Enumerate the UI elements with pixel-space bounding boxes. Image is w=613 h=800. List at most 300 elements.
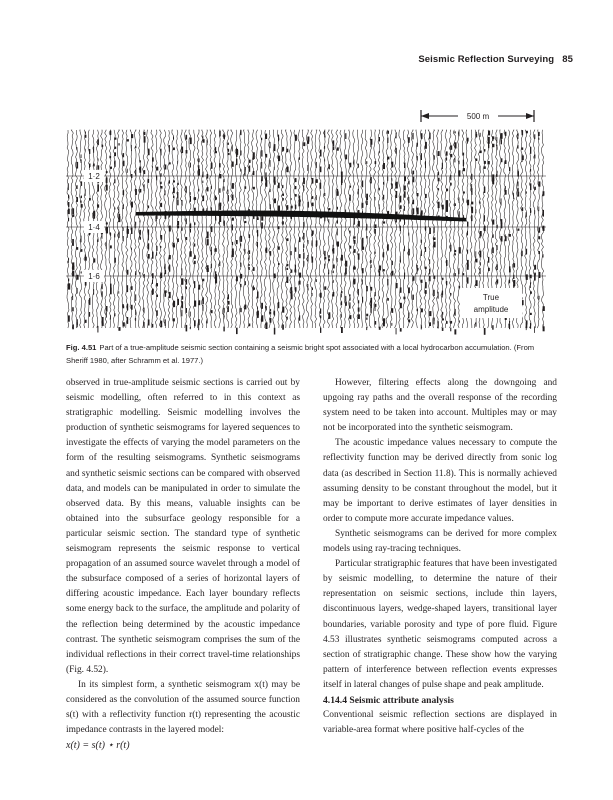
trace-fill xyxy=(459,170,461,176)
trace-fill xyxy=(480,262,481,265)
trace-fill xyxy=(240,284,241,287)
trace-fill xyxy=(484,328,486,335)
trace-fill xyxy=(76,247,78,250)
trace-fill xyxy=(228,295,229,297)
bright-spot-segment xyxy=(154,212,156,216)
trace-fill xyxy=(488,161,490,164)
trace-fill xyxy=(165,190,166,195)
trace-fill xyxy=(194,261,196,264)
trace-fill xyxy=(534,210,535,214)
trace-fill xyxy=(228,195,229,201)
trace-fill xyxy=(219,262,220,267)
trace-fill xyxy=(530,169,531,172)
trace-fill xyxy=(505,132,507,136)
trace-fill xyxy=(295,269,297,272)
trace-fill xyxy=(391,271,392,276)
trace-fill xyxy=(513,280,515,286)
bright-spot-segment xyxy=(312,211,314,217)
trace-fill xyxy=(496,225,497,228)
trace-fill xyxy=(131,203,133,208)
bright-spot-segment xyxy=(334,212,336,218)
trace-fill xyxy=(333,265,335,269)
bright-spot-segment xyxy=(362,213,364,219)
trace-fill xyxy=(459,161,460,165)
trace-fill xyxy=(362,247,364,250)
trace-fill xyxy=(139,189,141,193)
bright-spot-segment xyxy=(208,211,210,216)
trace-fill xyxy=(291,270,293,273)
trace-fill xyxy=(299,237,301,242)
trace-fill xyxy=(316,162,317,168)
trace-fill xyxy=(249,234,251,238)
trace-fill xyxy=(417,143,418,145)
trace-fill xyxy=(333,271,334,274)
trace-fill xyxy=(236,328,238,334)
trace-fill xyxy=(366,194,368,201)
trace-fill xyxy=(236,240,238,243)
trace-fill xyxy=(295,205,297,209)
bright-spot-segment xyxy=(410,215,412,220)
bright-spot-segment xyxy=(218,211,220,216)
trace-fill xyxy=(337,242,339,247)
trace-fill xyxy=(72,239,74,246)
trace-fill xyxy=(236,277,238,282)
trace-fill xyxy=(454,131,455,133)
trace-fill xyxy=(261,138,262,140)
trace-fill xyxy=(102,317,104,323)
trace-fill xyxy=(232,145,233,151)
trace-fill xyxy=(165,264,166,271)
trace-fill xyxy=(240,151,241,156)
trace-fill xyxy=(370,139,372,145)
bright-spot-segment xyxy=(352,212,354,218)
trace-fill xyxy=(333,146,335,150)
trace-fill xyxy=(114,161,115,167)
trace-fill xyxy=(412,212,413,215)
trace-fill xyxy=(139,220,140,222)
trace-fill xyxy=(211,186,212,189)
trace-fill xyxy=(152,252,154,259)
trace-fill xyxy=(383,269,385,271)
trace-fill xyxy=(375,307,376,311)
trace-fill xyxy=(186,237,188,240)
trace-fill xyxy=(312,196,314,199)
trace-fill xyxy=(135,146,136,148)
trace-fill xyxy=(202,297,204,304)
bright-spot-segment xyxy=(228,211,230,216)
trace-fill xyxy=(312,231,314,235)
seismic-trace xyxy=(458,130,460,328)
trace-fill xyxy=(475,280,477,286)
trace-fill xyxy=(404,176,406,181)
trace-fill xyxy=(270,318,272,323)
trace-fill xyxy=(173,188,175,194)
trace-fill xyxy=(249,324,251,327)
trace-fill xyxy=(496,145,497,151)
trace-fill xyxy=(320,309,321,314)
trace-fill xyxy=(341,183,342,185)
trace-fill xyxy=(228,306,229,312)
trace-fill xyxy=(463,153,464,156)
trace-fill xyxy=(244,305,246,310)
trace-fill xyxy=(110,245,112,248)
trace-fill xyxy=(181,200,182,206)
trace-fill xyxy=(337,189,338,196)
trace-fill xyxy=(492,137,494,140)
trace-fill xyxy=(543,306,545,311)
trace-fill xyxy=(274,199,276,204)
trace-fill xyxy=(391,323,392,326)
trace-fill xyxy=(442,315,443,319)
trace-fill xyxy=(127,139,129,141)
bright-spot-segment xyxy=(176,211,178,215)
trace-fill xyxy=(270,189,271,192)
trace-fill xyxy=(249,264,250,266)
trace-fill xyxy=(429,228,431,234)
bright-spot-segment xyxy=(398,214,400,219)
trace-fill xyxy=(337,207,338,210)
trace-fill xyxy=(223,308,224,313)
figure-caption xyxy=(66,341,556,367)
trace-fill xyxy=(144,184,145,191)
seismic-trace xyxy=(159,130,161,328)
trace-fill xyxy=(362,297,363,303)
bright-spot-segment xyxy=(188,211,190,216)
trace-fill xyxy=(211,250,212,255)
trace-fill xyxy=(387,298,389,301)
trace-fill xyxy=(496,245,497,250)
bright-spot-segment xyxy=(142,212,144,216)
trace-fill xyxy=(232,218,234,221)
trace-fill xyxy=(173,196,174,198)
trace-fill xyxy=(181,278,183,285)
trace-fill xyxy=(538,228,540,233)
trace-fill xyxy=(257,292,259,299)
trace-fill xyxy=(345,296,346,301)
bright-spot-segment xyxy=(346,212,348,218)
trace-fill xyxy=(505,236,507,241)
bright-spot-segment xyxy=(342,212,344,218)
trace-fill xyxy=(328,315,330,319)
trace-fill xyxy=(127,169,128,173)
trace-fill xyxy=(135,189,137,195)
trace-fill xyxy=(81,236,82,243)
trace-fill xyxy=(341,314,342,318)
trace-fill xyxy=(459,247,461,253)
bright-spot-segment xyxy=(340,212,342,218)
trace-fill xyxy=(249,166,251,172)
trace-fill xyxy=(375,304,377,307)
trace-fill xyxy=(421,280,423,283)
trace-fill xyxy=(341,255,343,261)
trace-fill xyxy=(190,327,191,329)
trace-fill xyxy=(345,302,347,306)
bright-spot-segment xyxy=(204,211,206,216)
bright-spot-segment xyxy=(426,216,428,220)
trace-fill xyxy=(442,205,444,210)
trace-fill xyxy=(446,260,448,266)
bright-spot-segment xyxy=(420,216,422,221)
trace-fill xyxy=(400,303,402,308)
trace-fill xyxy=(375,229,376,234)
trace-fill xyxy=(114,234,115,238)
trace-fill xyxy=(366,201,368,205)
bright-spot-segment xyxy=(412,215,414,220)
trace-fill xyxy=(501,140,502,144)
trace-fill xyxy=(370,287,372,291)
trace-fill xyxy=(207,232,209,239)
trace-fill xyxy=(375,161,377,164)
trace-fill xyxy=(173,180,175,182)
trace-fill xyxy=(425,161,426,168)
trace-fill xyxy=(240,263,241,267)
bright-spot-segment xyxy=(370,213,372,219)
trace-fill xyxy=(135,318,136,321)
trace-fill xyxy=(324,193,325,196)
bright-spot-segment xyxy=(304,211,306,217)
bright-spot-segment xyxy=(432,216,434,220)
trace-fill xyxy=(404,247,405,252)
trace-fill xyxy=(270,251,272,256)
trace-fill xyxy=(265,134,267,139)
trace-fill xyxy=(81,204,83,208)
trace-fill xyxy=(480,251,482,258)
trace-fill xyxy=(282,307,284,313)
trace-fill xyxy=(370,265,371,268)
trace-fill xyxy=(303,178,305,185)
trace-fill xyxy=(400,196,402,203)
trace-fill xyxy=(299,273,301,278)
trace-fill xyxy=(76,147,77,150)
trace-fill xyxy=(463,198,464,201)
trace-fill xyxy=(383,318,385,323)
seismic-trace xyxy=(138,130,140,328)
trace-fill xyxy=(417,156,418,161)
trace-fill xyxy=(228,190,229,195)
trace-fill xyxy=(366,314,368,317)
trace-fill xyxy=(408,197,409,204)
trace-fill xyxy=(139,237,141,240)
trace-fill xyxy=(303,185,304,191)
time-axis xyxy=(66,170,546,282)
trace-fill xyxy=(509,266,510,272)
trace-fill xyxy=(139,167,141,173)
trace-fill xyxy=(538,132,539,136)
trace-fill xyxy=(341,327,343,333)
trace-fill xyxy=(438,292,439,299)
trace-fill xyxy=(358,164,359,168)
trace-fill xyxy=(118,207,119,214)
trace-fill xyxy=(81,271,82,273)
trace-fill xyxy=(459,286,461,289)
bright-spot-segment xyxy=(224,211,226,216)
bright-spot-segment xyxy=(462,218,464,222)
trace-fill xyxy=(412,276,414,280)
trace-fill xyxy=(433,318,434,321)
trace-fill xyxy=(337,229,338,235)
trace-fill xyxy=(429,133,430,140)
trace-fill xyxy=(156,295,158,297)
trace-fill xyxy=(475,159,477,162)
trace-fill xyxy=(454,142,456,148)
trace-fill xyxy=(198,285,200,290)
trace-fill xyxy=(320,328,321,333)
trace-fill xyxy=(534,265,536,270)
trace-fill xyxy=(282,194,284,196)
trace-fill xyxy=(517,145,518,149)
page-number: 85 xyxy=(562,54,573,65)
time-label-1-2: 1·2 xyxy=(88,172,100,181)
trace-fill xyxy=(480,151,482,154)
trace-fill xyxy=(198,169,200,175)
trace-fill xyxy=(228,301,230,305)
bright-spot-segment xyxy=(162,212,164,216)
trace-fill xyxy=(316,179,318,183)
trace-fill xyxy=(219,163,220,167)
trace-fill xyxy=(349,294,350,296)
trace-fill xyxy=(530,323,531,329)
annotation-line-1: True xyxy=(482,293,500,302)
seismic-trace xyxy=(164,130,166,328)
trace-fill xyxy=(291,291,293,297)
trace-fill xyxy=(438,178,440,182)
bright-spot-segment xyxy=(256,211,258,217)
trace-fill xyxy=(160,186,162,189)
trace-fill xyxy=(404,191,406,197)
trace-fill xyxy=(295,247,297,251)
trace-fill xyxy=(173,301,175,307)
trace-fill xyxy=(118,291,119,293)
trace-fill xyxy=(496,264,497,270)
trace-fill xyxy=(295,287,297,291)
bright-spot-segment xyxy=(376,213,378,218)
bright-spot-segment xyxy=(354,213,356,219)
trace-fill xyxy=(337,220,338,223)
trace-fill xyxy=(354,236,356,238)
trace-fill xyxy=(93,213,95,219)
trace-fill xyxy=(244,281,246,285)
trace-fill xyxy=(232,249,234,256)
trace-fill xyxy=(76,185,77,189)
trace-fill xyxy=(110,315,111,319)
trace-fill xyxy=(425,290,427,294)
trace-fill xyxy=(85,135,87,138)
bright-spot-segment xyxy=(324,212,326,218)
trace-fill xyxy=(354,249,356,253)
trace-fill xyxy=(492,144,494,147)
trace-fill xyxy=(160,321,162,327)
seismic-trace xyxy=(147,130,149,328)
trace-fill xyxy=(312,288,313,291)
trace-fill xyxy=(223,136,225,139)
trace-fill xyxy=(379,296,380,299)
trace-fill xyxy=(223,221,225,226)
trace-fill xyxy=(148,320,150,326)
trace-fill xyxy=(538,236,540,239)
bright-spot-segment xyxy=(404,215,406,220)
trace-fill xyxy=(454,250,456,252)
bright-spot-segment xyxy=(262,211,264,217)
seismic-trace xyxy=(302,130,304,328)
trace-fill xyxy=(433,293,434,295)
bright-spot-segment xyxy=(136,212,138,216)
trace-fill xyxy=(412,295,414,300)
trace-fill xyxy=(261,150,262,156)
bright-spot-segment xyxy=(288,211,290,217)
seismic-trace xyxy=(285,130,287,328)
trace-fill xyxy=(114,179,115,183)
bright-spot-segment xyxy=(390,214,392,219)
trace-fill xyxy=(240,308,242,312)
seismic-trace xyxy=(193,130,195,328)
trace-fill xyxy=(299,157,300,160)
trace-fill xyxy=(194,281,195,288)
trace-fill xyxy=(534,326,535,333)
trace-fill xyxy=(446,206,448,212)
bright-spot-segment xyxy=(278,211,280,217)
bright-spot-segment xyxy=(348,212,350,218)
bright-spot-segment xyxy=(388,214,390,219)
trace-fill xyxy=(123,322,125,326)
bright-spot-segment xyxy=(272,211,274,217)
bright-spot-segment xyxy=(350,212,352,218)
trace-fill xyxy=(425,142,427,149)
trace-fill xyxy=(265,322,267,329)
trace-fill xyxy=(517,182,518,187)
trace-fill xyxy=(152,157,154,161)
trace-fill xyxy=(114,258,116,263)
trace-fill xyxy=(181,310,182,317)
trace-fill xyxy=(190,223,191,228)
trace-fill xyxy=(106,177,108,183)
trace-fill xyxy=(135,294,136,301)
trace-fill xyxy=(534,187,536,190)
bright-spot-segment xyxy=(320,211,322,217)
time-label-1-6: 1·6 xyxy=(88,272,100,281)
trace-fill xyxy=(454,158,455,162)
bright-spot-segment xyxy=(190,211,192,216)
trace-fill xyxy=(190,163,191,168)
trace-fill xyxy=(169,226,171,232)
trace-fill xyxy=(286,317,287,320)
trace-fill xyxy=(97,139,99,145)
bright-spot-segment xyxy=(444,217,446,221)
trace-fill xyxy=(265,306,266,310)
trace-fill xyxy=(404,163,405,168)
trace-fill xyxy=(312,203,314,207)
seismic-trace xyxy=(525,130,527,328)
bright-spot-segment xyxy=(174,211,176,215)
bright-spot-segment xyxy=(150,212,152,216)
trace-fill xyxy=(349,231,350,234)
trace-fill xyxy=(89,149,90,154)
bright-spot-segment xyxy=(264,211,266,217)
trace-fill xyxy=(379,137,380,141)
trace-fill xyxy=(110,167,112,169)
trace-fill xyxy=(202,305,203,311)
trace-fill xyxy=(156,310,158,316)
trace-fill xyxy=(68,183,69,190)
trace-fill xyxy=(307,240,308,244)
trace-fill xyxy=(123,304,124,307)
trace-fill xyxy=(291,206,293,209)
trace-fill xyxy=(215,271,216,274)
seismic-trace xyxy=(185,130,187,328)
trace-fill xyxy=(534,134,535,139)
bright-spot-segment xyxy=(442,217,444,221)
trace-fill xyxy=(421,240,422,243)
trace-fill xyxy=(240,169,241,171)
